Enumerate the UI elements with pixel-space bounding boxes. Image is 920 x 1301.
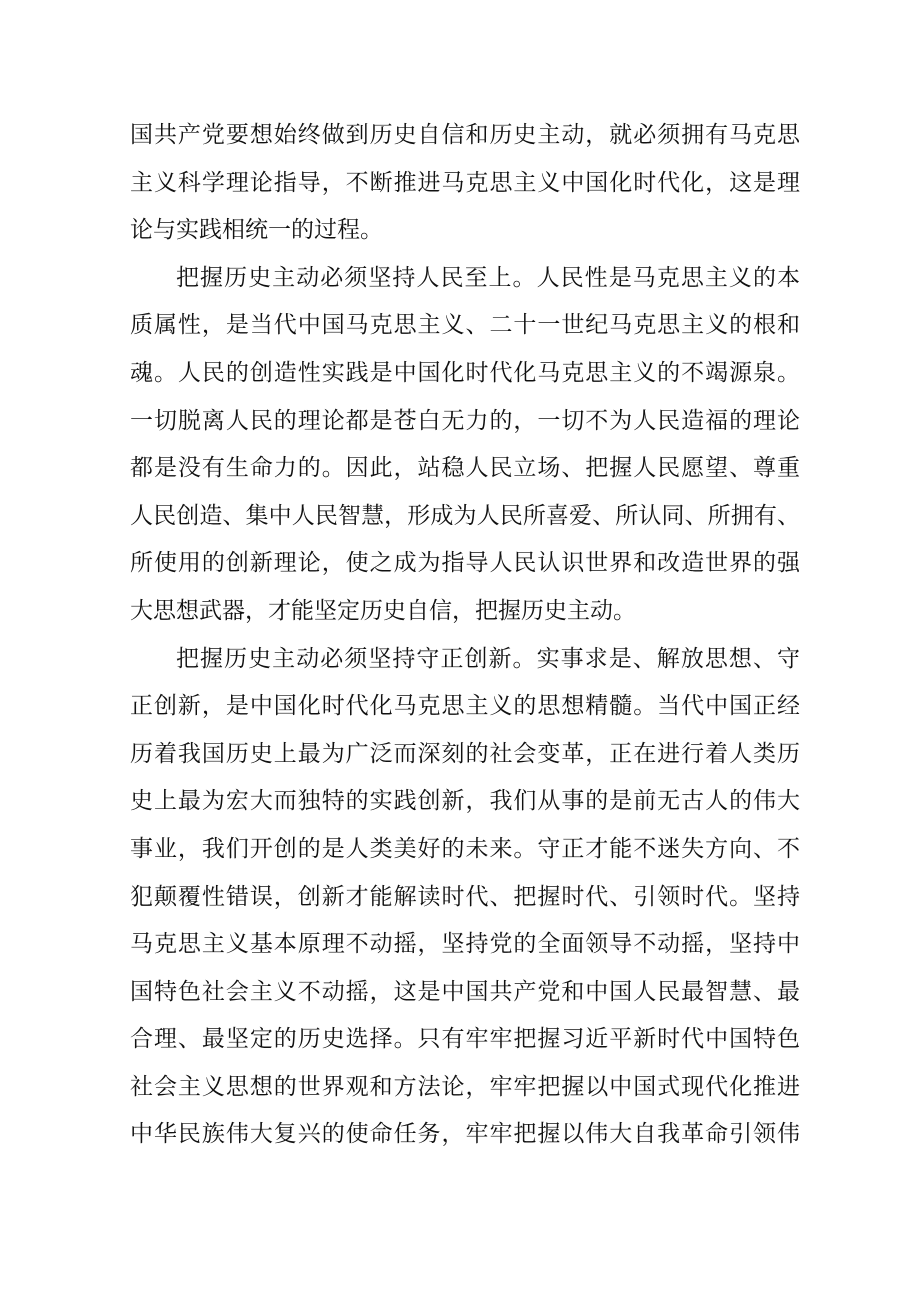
text-line: 大思想武器，才能坚定历史自信，把握历史主动。 bbox=[130, 597, 636, 624]
text-line: 马克思主义基本原理不动摇，坚持党的全面领导不动摇，坚持中 bbox=[130, 931, 800, 958]
text-line: 一切脱离人民的理论都是苍白无力的，一切不为人民造福的理论 bbox=[130, 407, 800, 434]
text-line: 历着我国历史上最为广泛而深刻的社会变革，正在进行着人类历 bbox=[130, 740, 800, 767]
text-line: 中华民族伟大复兴的使命任务，牢牢把握以伟大自我革命引领伟 bbox=[130, 1121, 800, 1148]
text-line: 事业，我们开创的是人类美好的未来。守正才能不迷失方向、不 bbox=[130, 835, 800, 862]
text-line: 合理、最坚定的历史选择。只有牢牢把握习近平新时代中国特色 bbox=[130, 1026, 800, 1053]
text-line: 国共产党要想始终做到历史自信和历史主动，就必须拥有马克思 bbox=[130, 122, 800, 148]
text-line: 社会主义思想的世界观和方法论，牢牢把握以中国式现代化推进 bbox=[130, 1073, 800, 1100]
text-line: 论与实践相统一的过程。 bbox=[130, 217, 383, 244]
text-line: 魂。人民的创造性实践是中国化时代化马克思主义的不竭源泉。 bbox=[130, 359, 800, 386]
text-line: 质属性，是当代中国马克思主义、二十一世纪马克思主义的根和 bbox=[130, 312, 800, 339]
body-text bbox=[130, 112, 800, 1159]
text-line: 所使用的创新理论，使之成为指导人民认识世界和改造世界的强 bbox=[130, 550, 800, 577]
text-line: 都是没有生命力的。因此，站稳人民立场、把握人民愿望、尊重 bbox=[130, 455, 800, 482]
text-line: 主义科学理论指导，不断推进马克思主义中国化时代化，这是理 bbox=[130, 169, 800, 196]
text-line: 国特色社会主义不动摇，这是中国共产党和中国人民最智慧、最 bbox=[130, 978, 800, 1005]
text-line: 把握历史主动必须坚持人民至上。人民性是马克思主义的本 bbox=[176, 264, 800, 291]
text-line: 人民创造、集中人民智慧，形成为人民所喜爱、所认同、所拥有、 bbox=[130, 502, 800, 529]
text-line: 史上最为宏大而独特的实践创新，我们从事的是前无古人的伟大 bbox=[130, 788, 800, 815]
text-line: 把握历史主动必须坚持守正创新。实事求是、解放思想、守 bbox=[176, 645, 800, 672]
text-line: 犯颠覆性错误，创新才能解读时代、把握时代、引领时代。坚持 bbox=[130, 883, 800, 910]
text-line: 正创新，是中国化时代化马克思主义的思想精髓。当代中国正经 bbox=[130, 693, 800, 720]
